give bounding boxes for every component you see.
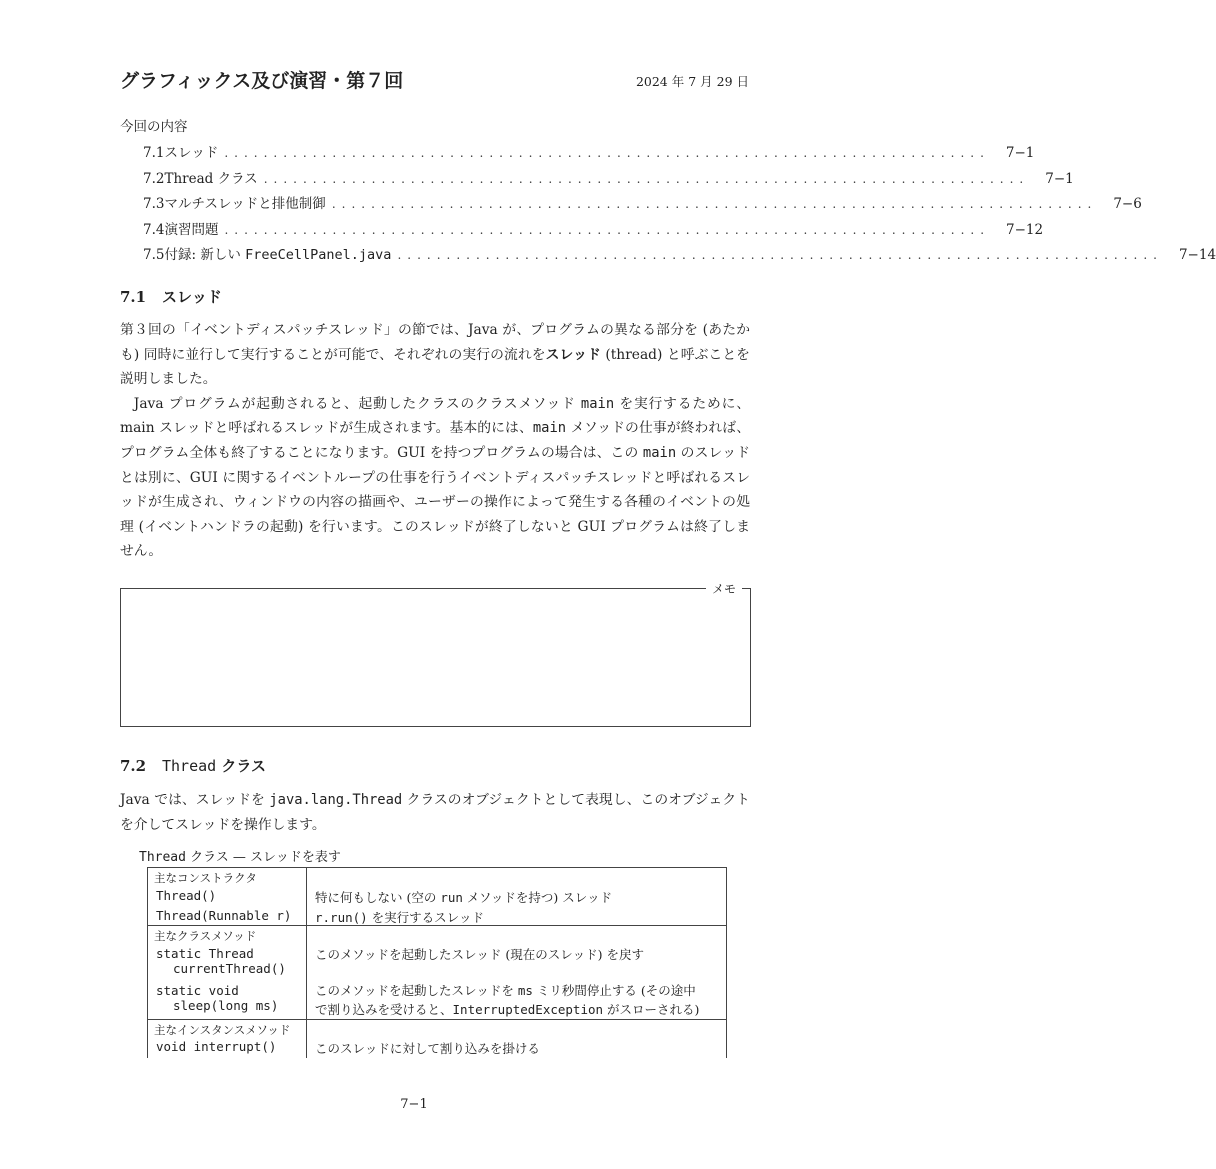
method-description-cont: で割り込みを受けると、InterruptedException がスローされる) — [315, 1002, 700, 1017]
memo-label: メモ — [706, 580, 742, 597]
toc-leader-dots: .............................................................................. — [331, 197, 1098, 211]
toc-item-label: マルチスレッドと排他制御 — [164, 196, 326, 212]
table-rule — [148, 1019, 726, 1020]
toc-item-number: 7.5 — [143, 247, 165, 263]
page-number: 7−1 — [400, 1097, 428, 1112]
table-group-header: 主なコンストラクタ — [154, 871, 257, 885]
table-divider — [306, 868, 307, 1058]
section-title-code: Thread — [162, 757, 217, 775]
toc-item-number: 7.2 — [143, 170, 165, 187]
section-7-2-body — [120, 788, 750, 837]
table-group-header: 主なクラスメソッド — [154, 929, 257, 943]
toc-item[interactable] — [143, 141, 1035, 167]
toc-item[interactable] — [143, 167, 1074, 193]
thread-class-table — [147, 867, 727, 1058]
section-number: 7.1 — [120, 288, 147, 306]
toc-leader-dots: .............................................................................. — [224, 222, 991, 237]
method-signature: void interrupt() — [156, 1039, 277, 1054]
toc-item-label: 付録: 新しい FreeCellPanel.java — [164, 247, 392, 263]
toc-item-label: スレッド — [164, 145, 219, 161]
toc-leader-dots: .............................................................................. — [397, 248, 1163, 262]
toc-item-number: 7.3 — [143, 196, 165, 212]
toc-item-page: 7−14 — [1178, 247, 1216, 263]
paragraph: 第３回の「イベントディスパッチスレッド」の節では、Java が、プログラムの異なる部分を (あたかも) 同時に並行して実行することが可能で、それぞれの実行の流れをスレッド (thread) と呼ぶことを説明しました。 — [120, 322, 750, 388]
constructor-description: 特に何もしない (空の run メソッドを持つ) スレッド — [315, 890, 613, 905]
toc-item[interactable] — [143, 218, 1044, 244]
page-title: グラフィックス及び演習・第７回 — [120, 70, 404, 92]
toc-item-number: 7.1 — [143, 145, 165, 161]
toc-item[interactable] — [143, 243, 1216, 269]
toc-item-page: 7−6 — [1113, 196, 1142, 212]
constructor-signature: Thread(Runnable r) — [156, 908, 292, 923]
constructor-description: r.run() を実行するスレッド — [315, 910, 485, 925]
toc-item-label: Thread クラス — [164, 170, 258, 187]
page-date: 2024 年 7 月 29 日 — [635, 74, 749, 89]
toc-leader-dots: .............................................................................. — [224, 146, 990, 160]
table-of-contents — [143, 141, 1216, 269]
section-heading-7-1 — [120, 286, 222, 307]
toc-item-page: 7−1 — [1005, 145, 1035, 161]
method-signature-cont: sleep(long ms) — [173, 998, 279, 1013]
section-heading-7-2 — [120, 755, 266, 776]
method-signature: static Thread — [156, 946, 254, 961]
memo-box[interactable] — [120, 582, 751, 727]
toc-item-page: 7−12 — [1006, 221, 1044, 238]
section-title: クラス — [216, 757, 266, 775]
toc-item-label: 演習問題 — [164, 221, 219, 238]
section-number: 7.2 — [120, 757, 147, 775]
method-signature: static void — [156, 983, 239, 998]
method-description: このメソッドを起動したスレッドを ms ミリ秒間停止する (その途中 — [315, 983, 696, 998]
toc-item-number: 7.4 — [143, 221, 165, 238]
toc-item[interactable] — [143, 192, 1142, 218]
method-signature-cont: currentThread() — [173, 961, 286, 976]
method-description: このスレッドに対して割り込みを掛ける — [315, 1041, 540, 1056]
toc-leader-dots: .............................................................................. — [263, 171, 1030, 186]
section-title: スレッド — [162, 288, 222, 306]
section-7-1-body — [120, 318, 750, 564]
paragraph: Java プログラムが起動されると、起動したクラスのクラスメソッド main を実行するために、main スレッドと呼ばれるスレッドが生成されます。基本的には、main メソッドの仕事が終われば、プログラム全体も終了することになります。GUI を持つプログラムの場合は、この main のスレッドとは別に、GUI に関するイベントループの仕事を行うイベントディスパッチスレッドと呼ばれるスレッドが生成され、ウィンドウの内容の描画や、ユーザーの操作によって発生する各種のイベントの処理 (イベントハンドラの起動) を行います。このスレッドが終了しないと GUI プログラムは終了しません。 — [120, 395, 751, 560]
table-rule — [148, 925, 726, 926]
class-table-caption: Thread クラス — スレッドを表す — [139, 850, 341, 865]
method-description: このメソッドを起動したスレッド (現在のスレッド) を戻す — [315, 947, 644, 962]
constructor-signature: Thread() — [156, 888, 217, 903]
paragraph: Java では、スレッドを java.lang.Thread クラスのオブジェクトとして表現し、このオブジェクトを介してスレッドを操作します。 — [120, 792, 750, 833]
toc-heading: 今回の内容 — [120, 119, 188, 135]
toc-item-page: 7−1 — [1045, 170, 1074, 187]
table-group-header: 主なインスタンスメソッド — [154, 1023, 291, 1037]
